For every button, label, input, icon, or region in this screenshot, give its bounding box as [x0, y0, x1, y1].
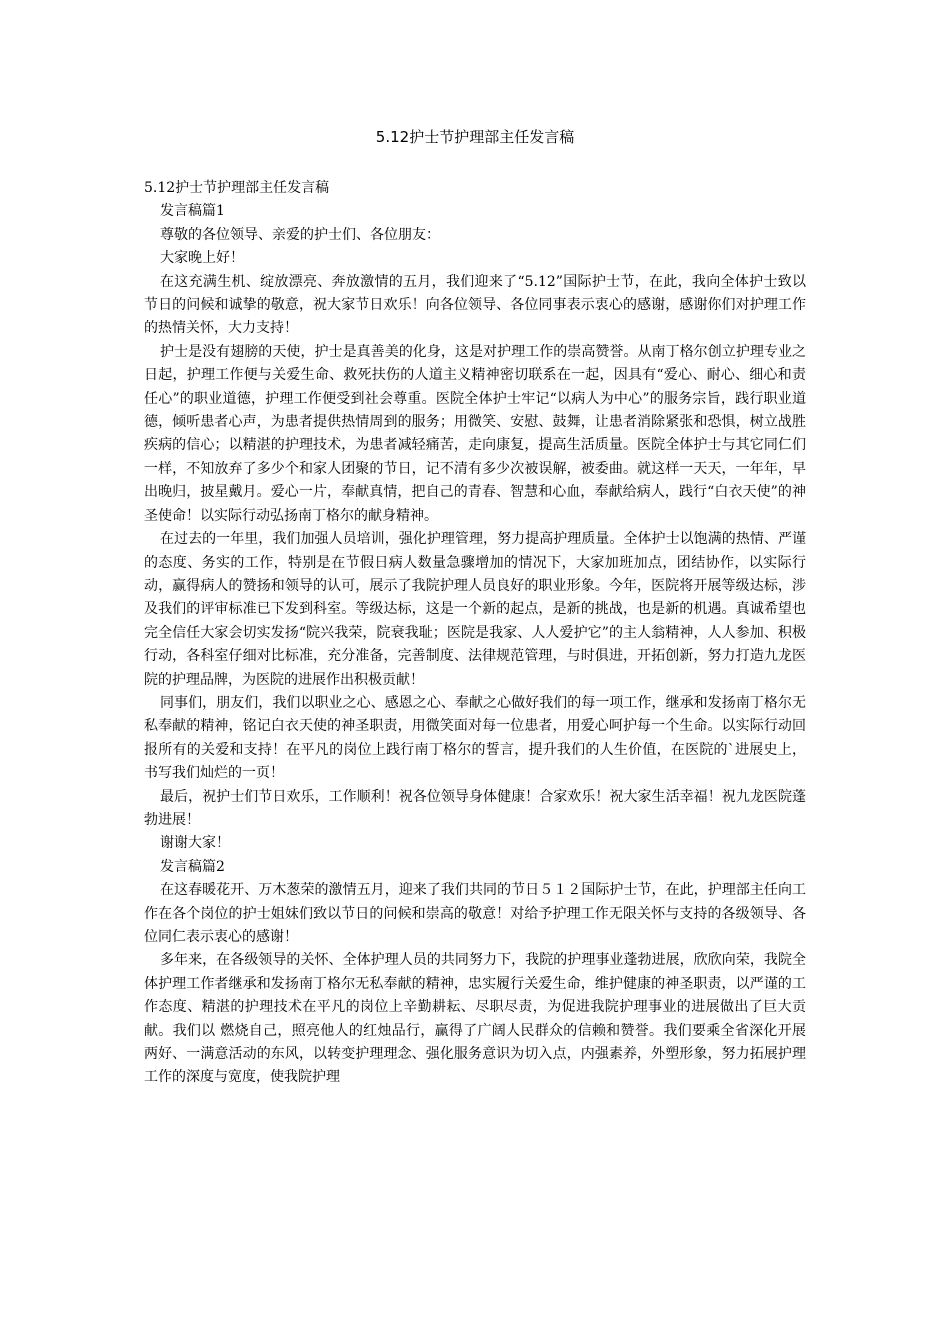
paragraph-speech2-body: 多年来，在各级领导的关怀、全体护理人员的共同努力下，我院的护理事业蓬勃进展，欣欣向荣，我院全体护理工作者继承和发扬南丁格尔无私奉献的精神，忠实履行关爱生命，维护健康的神圣职责，以严谨的工作态度、精湛的护理技术在平凡的岗位上辛勤耕耘、尽职尽责，为促进我院护理事业的进展做出了巨大贡献。我们以 燃烧自己，照亮他人的红烛品行，赢得了广阔人民群众的信赖和赞誉。我们要乘全省深化开展两好、一满意活动的东风，以转变护理理念、强化服务意识为切入点，内强素养，外塑形象，努力拓展护理工作的深度与宽度，使我院护理 [144, 952, 806, 1086]
paragraph-past-year: 在过去的一年里，我们加强人员培训，强化护理管理，努力提高护理质量。全体护士以饱满的热情、严谨的态度、务实的工作，特别是在节假日病人数量急骤增加的情况下，大家加班加点，团结协作，以实际行动，赢得病人的赞扬和领导的认可，展示了我院护理人员良好的职业形象。今年，医院将开展等级达标，涉及我们的评审标准已下发到科室。等级达标，这是一个新的起点，是新的挑战，也是新的机遇。真诚希望也完全信任大家会切实发扬“院兴我荣，院衰我耻；医院是我家、人人爱护它”的主人翁精神，人人参加、积极行动，各科室仔细对比标准，充分准备，完善制度、法律规范管理，与时俱进，开拓创新，努力打造九龙医院的护理品牌，为医院的进展作出积极贡献！ [144, 531, 806, 688]
paragraph-salutation: 尊敬的各位领导、亲爱的护士们、各位朋友： [160, 226, 440, 243]
paragraph-thanks: 谢谢大家！ [160, 835, 230, 852]
paragraph-section-label-1: 发言稿篇1 [160, 203, 225, 220]
paragraph-colleagues: 同事们，朋友们，我们以职业之心、感恩之心、奉献之心做好我们的每一项工作，继承和发扬南丁格尔无私奉献的精神，铭记白衣天使的神圣职责，用微笑面对每一位患者，用爱心呵护每一个生命。以实际行动回报所有的关爱和支持！在平凡的岗位上践行南丁格尔的誓言，提升我们的人生价值，在医院的`进展史上，书写我们灿烂的一页！ [144, 694, 806, 782]
paragraph-opening: 在这充满生机、绽放漂亮、奔放激情的五月，我们迎来了“5.12”国际护士节，在此，我向全体护士致以节日的问候和诚挚的敬意，祝大家节日欢乐！向各位领导、各位同事表示衷心的感谢，感谢你们对护理工作的热情关怀，大力支持！ [144, 273, 806, 337]
paragraph-speech2-opening: 在这春暖花开、万木葱荣的激情五月，迎来了我们共同的节日５１２国际护士节，在此，护理部主任向工作在各个岗位的护士姐妹们致以节日的问候和崇高的敬意！对给予护理工作无限关怀与支持的各级领导、各位同仁表示衷心的感谢！ [144, 882, 806, 945]
document-title: 5.12护士节护理部主任发言稿 [375, 128, 575, 146]
paragraph-section-label-2: 发言稿篇2 [160, 858, 225, 875]
paragraph-greeting: 大家晚上好！ [160, 250, 244, 267]
paragraph-angels: 护士是没有翅膀的天使，护士是真善美的化身，这是对护理工作的崇高赞誉。从南丁格尔创立护理专业之日起，护理工作便与关爱生命、救死扶伤的人道主义精神密切联系在一起，因具有“爱心、耐心、细心和责任心”的职业道德，护理工作便受到社会尊重。医院全体护士牢记“以病人为中心”的服务宗旨，践行职业道德，倾听患者心声，为患者提供热情周到的服务；用微笑、安慰、鼓舞，让患者消除紧张和恐惧，树立战胜疾病的信心；以精湛的护理技术，为患者减轻痛苦，走向康复，提高生活质量。医院全体护士与其它同仁们一样，不知放弃了多少个和家人团聚的节日，记不清有多少次被误解，被委曲。就这样一天天，一年年，早出晚归，披星戴月。爱心一片，奉献真情，把自己的青春、智慧和心血，奉献给病人，践行“白衣天使”的神圣使命！以实际行动弘扬南丁格尔的献身精神。 [144, 343, 806, 524]
paragraph-heading: 5.12护士节护理部主任发言稿 [144, 180, 330, 196]
document-body [144, 177, 806, 1090]
paragraph-wishes: 最后，祝护士们节日欢乐，工作顺利！祝各位领导身体健康！合家欢乐！祝大家生活幸福！祝九龙医院蓬勃进展！ [144, 788, 806, 828]
